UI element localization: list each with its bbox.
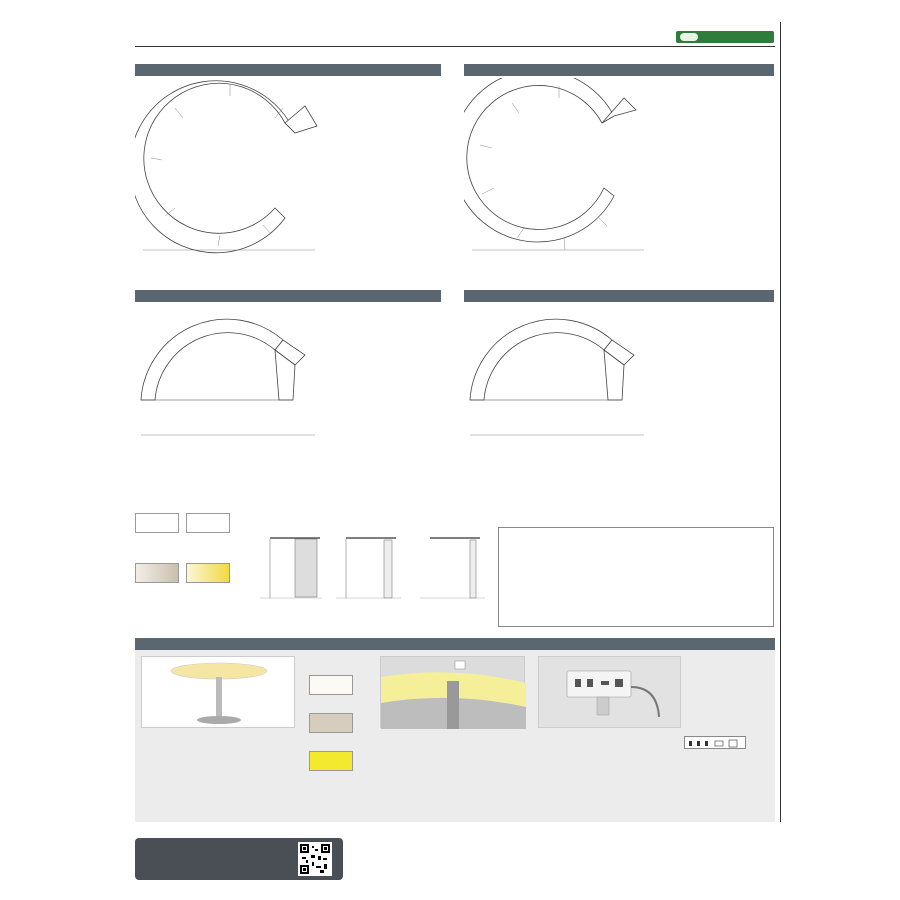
qr-code-icon[interactable]: [298, 842, 332, 876]
side-view-center: [410, 510, 495, 610]
swatch-ramg: [135, 563, 179, 583]
swatch-rams-label: [186, 535, 230, 541]
outlet-front-illustration: [685, 737, 747, 750]
green-purchase-badge: [676, 31, 774, 43]
half-4-diagram: [135, 310, 325, 440]
section-circle-9: [464, 64, 774, 76]
swatch-paw-label: [135, 535, 179, 541]
outlet-image: [538, 656, 681, 728]
outlet-illustration: [539, 657, 682, 729]
section-half-4: [135, 290, 441, 302]
side-view-connect: [326, 510, 411, 610]
side-view-end: [250, 510, 325, 610]
title-divider: [135, 46, 775, 47]
circle-9-diagram: [464, 78, 654, 258]
option-swatch-rams-label: [309, 735, 353, 741]
option-swatch-rcys: [309, 751, 353, 771]
swatch-rayg: [186, 563, 230, 583]
section-circle-7: [135, 64, 441, 76]
center-table-illustration: [142, 657, 296, 729]
circle-7-diagram: [135, 78, 325, 258]
sidebar-divider: [780, 22, 781, 822]
qr-code-graphic: [300, 844, 330, 874]
option-swatch-paw-label: [309, 697, 353, 703]
cover-illustration: [381, 657, 526, 729]
section-half-5: [464, 290, 774, 302]
swatch-paw: [135, 513, 179, 533]
cover-image: [380, 656, 525, 728]
swatch-rayg-label: [184, 585, 232, 591]
outlet-front-diagram: [684, 736, 746, 749]
half-5-diagram: [464, 310, 654, 440]
center-table-image: [141, 656, 295, 728]
weblink-banner[interactable]: [135, 838, 343, 880]
option-heading: [135, 638, 775, 650]
swatch-rams: [186, 513, 230, 533]
green-leaf-icon: [680, 33, 698, 41]
swatch-ramg-label: [133, 585, 181, 591]
option-swatch-rams: [309, 713, 353, 733]
option-swatch-paw: [309, 675, 353, 695]
option-swatch-rcys-label: [309, 773, 353, 779]
spec-box: [498, 527, 774, 627]
